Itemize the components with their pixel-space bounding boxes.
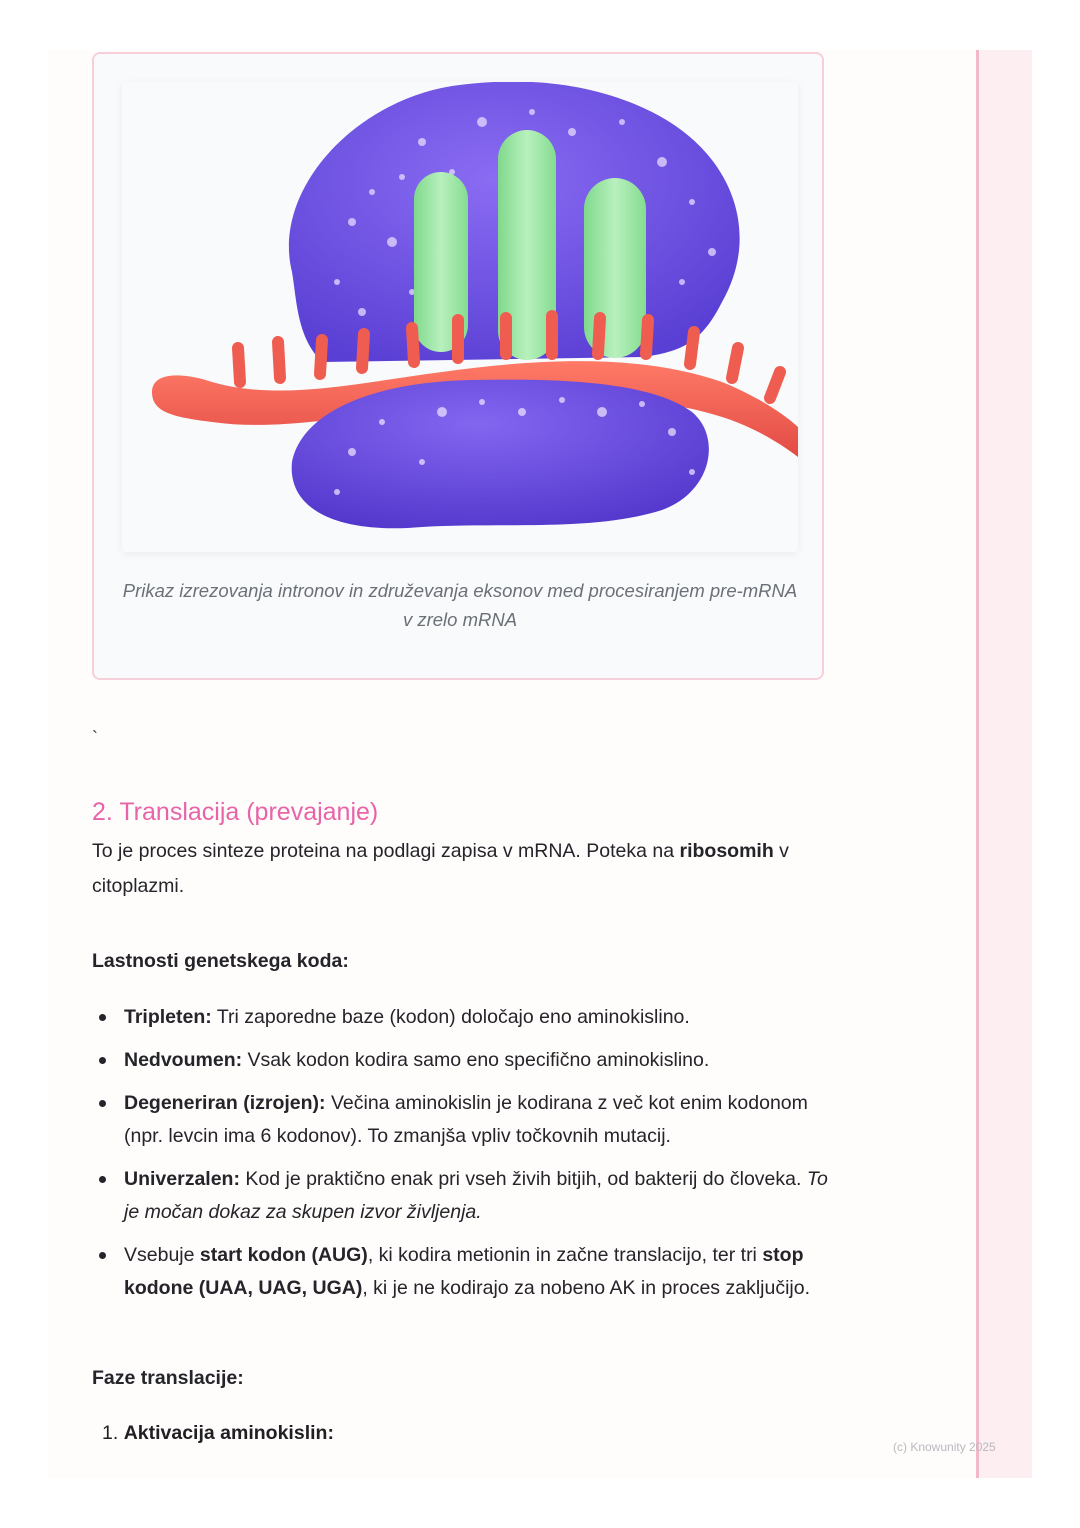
list-item: [92, 1163, 832, 1229]
property-italic-note: To je močan dokaz za skupen izvor življenja.: [124, 1168, 828, 1223]
phase-number: 1.: [102, 1422, 119, 1444]
phase-list-item: [102, 1417, 334, 1450]
page-margin-strip: [976, 50, 1032, 1478]
intro-paragraph: [92, 834, 852, 904]
list-item: [92, 1087, 832, 1153]
start-stop-text-1: Vsebuje: [124, 1244, 200, 1266]
start-stop-text-3: , ki je ne kodirajo za nobeno AK in proces zaključijo.: [362, 1277, 810, 1299]
property-text: Vsak kodon kodira samo eno specifično aminokislino.: [242, 1049, 710, 1071]
property-text: Večina aminokislin je kodirana z več kot enim kodonom (npr. levcin ima 6 kodonov). To zmanjša vpliv točkovnih mutacij.: [124, 1092, 808, 1147]
copyright-footer: (c) Knowunity 2025: [893, 1440, 996, 1454]
list-item: [92, 1001, 832, 1034]
property-text: Tri zaporedne baze (kodon) določajo eno aminokislino.: [211, 1006, 690, 1028]
code-properties-heading: Lastnosti genetskega koda:: [92, 950, 349, 972]
intro-bold-ribosomes: ribosomih: [679, 840, 774, 862]
page-margin-line: [976, 50, 979, 1478]
phases-heading: Faze translacije:: [92, 1367, 244, 1389]
code-properties-list: [92, 1001, 832, 1315]
figure-card: [92, 52, 824, 680]
list-item: [92, 1239, 832, 1305]
start-codon-bold: start kodon (AUG): [199, 1244, 368, 1266]
property-term: Tripleten:: [124, 1006, 212, 1028]
bullet-icon: [99, 1014, 106, 1021]
stray-backtick: `: [92, 728, 98, 748]
ribosome-illustration: [122, 82, 798, 552]
intro-text-1: To je proces sinteze proteina na podlagi zapisa v mRNA. Poteka na: [92, 840, 680, 862]
ribosome-translation-illustration: [122, 82, 798, 552]
property-term: Univerzalen:: [124, 1168, 240, 1190]
stop-codons-bold: stop kodone (UAA, UAG, UGA): [124, 1244, 804, 1299]
property-term: Nedvoumen:: [124, 1049, 243, 1071]
bullet-icon: [99, 1100, 106, 1107]
bullet-icon: [99, 1176, 106, 1183]
section-heading: 2. Translacija (prevajanje): [92, 798, 379, 826]
start-stop-text-2: , ki kodira metionin in začne translacijo, ter tri: [367, 1244, 763, 1266]
intro-text-2: v citoplazmi.: [92, 840, 789, 897]
property-term: Degeneriran (izrojen):: [124, 1092, 326, 1114]
bullet-icon: [99, 1252, 106, 1259]
list-item: [92, 1044, 832, 1077]
bullet-icon: [99, 1057, 106, 1064]
figure-caption: Prikaz izrezovanja intronov in združevanja eksonov med procesiranjem pre-mRNA v zrelo mRNA: [122, 580, 798, 630]
phase-label: Aktivacija aminokislin:: [123, 1422, 334, 1444]
property-text: Kod je praktično enak pri vseh živih bitjih, od bakterij do človeka.: [239, 1168, 807, 1190]
